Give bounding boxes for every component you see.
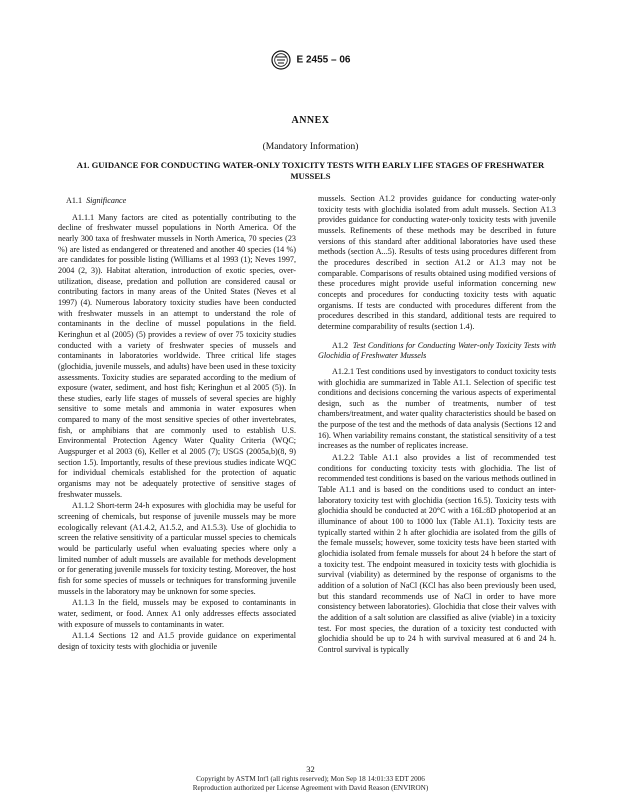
paragraph-a1-2-1: A1.2.1 Test conditions used by investigators to conduct toxicity tests with glochidia are summarized in Table A1.1. Selection of specific test conditions and decisions concerning the various aspects of experimental design, such as the number of treatments, number of test chambers/treatment, and water quality characteristics should be based on the purpose of the test and the methods of data analysis (Sections 12 and 16). When variability remains constant, the statistical sensitivity of a test increases as the number of replicates increase. (318, 366, 556, 451)
left-column (58, 196, 296, 654)
astm-logo-icon (271, 50, 291, 70)
footer-line-1: Copyright by ASTM Int'l (all rights reserved); Mon Sep 18 14:01:33 EDT 2006 (196, 775, 425, 783)
copyright-footer (0, 775, 621, 793)
annex-title: ANNEX (291, 115, 330, 126)
standard-designation: E 2455 – 06 (296, 54, 351, 66)
footer-line-2: Reproduction authorized per License Agreement with David Reason (ENVIRON) (192, 784, 429, 792)
significance-heading: A1.1 Significance (66, 196, 127, 205)
paragraph-a1-1-4: A1.1.4 Sections 12 and A1.5 provide guidance on experimental design of toxicity tests with glochidia or juvenile (58, 631, 296, 651)
paragraph-continued: mussels. Section A1.2 provides guidance for conducting water-only toxicity tests with glochidia isolated from adult mussels. Section A1.3 provides guidance for conducting water-only toxicity tests with juvenile mussels. Refinements of these methods may be described in future versions of this standard after additional laboratories have used these methods (section A...5). Results of tests using procedures different from the procedures described in section A1.2 or A1.3 may not be comparable. Comparisons of results obtained using modified versions of these procedures might provide useful information concerning new concepts and procedures for conducting toxicity tests with aquatic organisms. If tests are conducted with procedures different from the procedures described in this standard, additional tests are required to determine comparability of results (section 1.4). (318, 194, 556, 331)
paragraph-a1-2-2: A1.2.2 Table A1.1 also provides a list of recommended test conditions for conducting toxicity tests with glochidia. The list of recommended test conditions is based on the various methods outlined in Table A1.1 and is based on the conditions used to conduct an inter-laboratory toxicity test with glochidia (section 16.5). Toxicity tests with glochidia should be conducted at 20°C with a 16L:8D photoperiod at an illuminance of about 100 to 1000 lux (Table A1.1). Toxicity tests are typically started within 2 h after glochidia are isolated from the gills of the female mussels; however, some toxicity tests have been started with glochidia isolated from female mussels for about 24 h before the start of a toxicity test. The endpoint measured in toxicity tests with glochidia is survival (viability) as determined by the response of organisms to the addition of a solution of NaCl (KCl has also been previously been used, but this standard recommends use of NaCl in order to have more consistency between laboratories). Glochidia that close their valves with the addition of a salt solution are classified as alive (viable) in a toxicity test. For most species, the duration of a toxicity test conducted with glochidia should be up to 24 h with survival measured at 6 and 24 h. Control survival is typically (318, 453, 556, 654)
mandatory-note: (Mandatory Information) (262, 142, 359, 152)
paragraph-a1-1-1: A1.1.1 Many factors are cited as potentially contributing to the decline of freshwater mussel populations in North America. Of the nearly 300 taxa of freshwater mussels in North America, 70 species (23 %) are listed as endangered or threatened and another 40 species (14 %) are candidates for possible listing (Williams et al 1993 (1); Neves 1997, 2004 (2, 3)). Habitat alteration, introduction of exotic species, over-utilization, disease, predation and pollution are considered causal or contributing factors in many areas of the United States (Neves et al 1997) (4). Numerous laboratory toxicity studies have been conducted with freshwater mussels in an attempt to understand the role of contaminants in the decline of mussel populations in the field. Keringhun et al (2005) (5) provides a review of over 75 toxicity studies conducted with a variety of freshwater species of mussels and contaminants in laboratories worldwide. Three critical life stages (glochidia, juvenile mussels, and adults) have been used in these toxicity assessments. Toxicity studies are separated according to the medium of exposure (water, sediment, and host fish; Keringhun et al 2005 (5)). In these studies, early life stages of mussels of several species are highly sensitive to some metals and ammonia in water exposures when compared to many of the most sensitive species of other invertebrates, fish, or amphibians that are commonly used to establish U.S. Environmental Protection Agency Water Quality Criteria (WQC; Augspurger et al 2003 (6), Keller et al 2005 (7); USGS (2005a,b)(8, 9) section 1.5). Importantly, results of these previous studies indicate WQC for individual chemicals established for the protection of aquatic organisms may not be adequately protective of sensitive stages of freshwater mussels. (58, 212, 296, 499)
paragraph-a1-1-3: A1.1.3 In the field, mussels may be exposed to contaminants in water, sediment, or food. Annex A1 only addresses effects associated with exposure of mussels to contaminants in water. (58, 598, 296, 629)
section-title: A1. GUIDANCE FOR CONDUCTING WATER-ONLY TOXICITY TESTS WITH EARLY LIFE STAGES OF FRESHWATER MUSSELS (76, 160, 545, 181)
page-number: 32 (306, 764, 315, 774)
test-conditions-heading: A1.2 Test Conditions for Conducting Water-only Toxicity Tests with Glochidia of Freshwater Mussels (318, 340, 556, 361)
right-column (318, 194, 556, 657)
paragraph-a1-1-2: A1.1.2 Short-term 24-h exposures with glochidia may be useful for screening of chemicals, but response of juvenile mussels may be more ecologically relevant (A1.4.2, A1.5.2, and A1.5.3). Use of glochidia to screen the relative sensitivity of a particular mussel species to chemicals would be particularly useful when evaluating species where only a limited number of adult mussels are available for methods development or for generating juvenile mussels for toxicity testing. Moreover, the host fish for some species of mussels or techniques for transforming juvenile mussels in the laboratory may be unknown for some species. (58, 501, 296, 596)
page-header (0, 50, 621, 70)
